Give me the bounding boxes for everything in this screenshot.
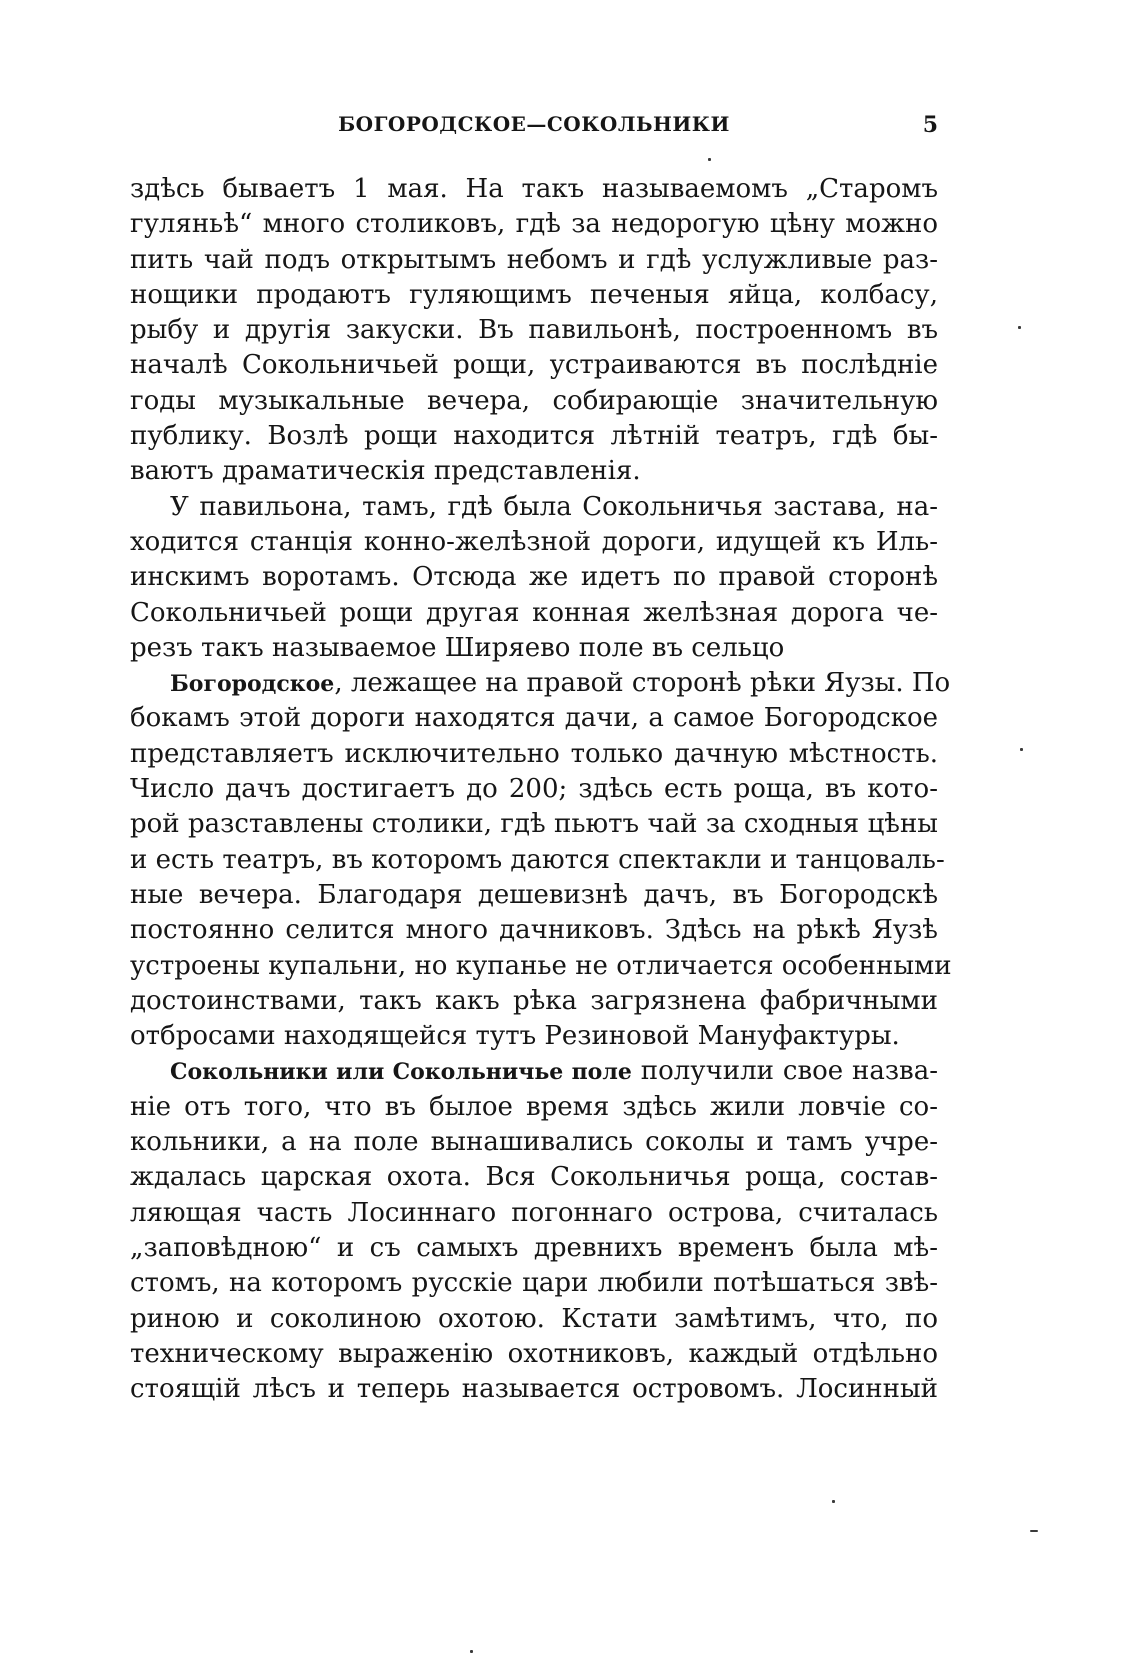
text-line: техническому выраженію охотниковъ, каждый отдѣльно (130, 1338, 938, 1369)
text-line: гуляньѣ“ много столиковъ, гдѣ за недорогую цѣну можно (130, 209, 938, 240)
text-line: ждалась царская охота. Вся Сокольничья роща, состав- (130, 1162, 938, 1193)
text-line: ніе отъ того, что въ былое время здѣсь жили ловчіе со- (130, 1091, 938, 1122)
scan-speck (1020, 748, 1023, 751)
text-line: инскимъ воротамъ. Отсюда же идетъ по правой сторонѣ (130, 562, 938, 593)
text-line: постоянно селится много дачниковъ. Здѣсь на рѣкѣ Яузѣ (130, 915, 938, 946)
text-line: „заповѣдною“ и съ самыхъ древнихъ временъ была мѣ- (130, 1232, 938, 1263)
scan-speck (832, 1500, 835, 1503)
text-line: пить чай подъ открытымъ небомъ и гдѣ услужливые раз- (130, 244, 938, 275)
text-line: рыбу и другія закуски. Въ павильонѣ, построенномъ въ (130, 315, 938, 346)
text-line: ные вечера. Благодаря дешевизнѣ дачъ, въ Богородскѣ (130, 879, 938, 910)
text-line: Сокольничьей рощи другая конная желѣзная дорога че- (130, 597, 938, 628)
text-line: отбросами находящейся тутъ Резиновой Мануфактуры. (130, 1021, 900, 1052)
text-line: стоящій лѣсъ и теперь называется островомъ. Лосинный (130, 1374, 938, 1405)
text-line: Число дачъ достигаетъ до 200; здѣсь есть роща, въ кото- (130, 774, 938, 805)
text-line (130, 666, 951, 701)
paragraph-2 (130, 490, 938, 666)
text-line: бокамъ этой дороги находятся дачи, а самое Богородское (130, 703, 938, 734)
text-line: У павильона, тамъ, гдѣ была Сокольничья застава, на- (170, 491, 938, 522)
paragraph-lead-bogorodskoe: Богородское (170, 671, 335, 698)
paragraph-1 (130, 172, 938, 490)
text-body (130, 172, 952, 1407)
text-line: достоинствами, такъ какъ рѣка загрязнена фабричными (130, 985, 938, 1016)
text-line: ляющая часть Лосиннаго погоннаго острова, считалась (130, 1197, 938, 1228)
page-number: 5 (922, 112, 938, 138)
paragraph-3 (130, 666, 952, 1054)
text-line: риною и соколиною охотою. Кстати замѣтимъ, что, по (130, 1303, 938, 1334)
running-title: БОГОРОДСКОЕ—СОКОЛЬНИКИ (338, 112, 730, 136)
paragraph-lead-sokolniki: Сокольники или Сокольничье поле (170, 1059, 632, 1086)
scan-speck (470, 1650, 473, 1653)
text-line: и есть театръ, въ которомъ даются спектакли и танцоваль- (130, 844, 945, 875)
scan-speck (708, 158, 711, 161)
scan-speck (1018, 326, 1021, 329)
text-line: годы музыкальные вечера, собирающіе значительную (130, 385, 938, 416)
text-line: резъ такъ называемое Ширяево поле въ сельцо (130, 632, 785, 663)
text-line: нощики продаютъ гуляющимъ печеныя яйца, колбасу, (130, 279, 938, 310)
running-head (130, 112, 938, 142)
scan-speck (1030, 1530, 1038, 1532)
text-line: стомъ, на которомъ русскіе цари любили потѣшаться звѣ- (130, 1268, 938, 1299)
text-line: публику. Возлѣ рощи находится лѣтній театръ, гдѣ бы- (130, 421, 938, 452)
text-line: началѣ Сокольничьей рощи, устраиваются въ послѣдніе (130, 350, 938, 381)
line-rest: , лежащее на правой сторонѣ рѣки Яузы. По (334, 668, 951, 699)
text-line (130, 1054, 938, 1089)
text-line: ваютъ драматическія представленія. (130, 456, 641, 487)
text-line: ходится станція конно-желѣзной дороги, идущей къ Иль- (130, 526, 938, 557)
text-line: здѣсь бываетъ 1 мая. На такъ называемомъ „Старомъ (130, 174, 938, 204)
text-line: представляетъ исключительно только дачную мѣстность. (130, 738, 938, 769)
text-line: рой разставлены столики, гдѣ пьютъ чай за сходныя цѣны (130, 809, 938, 840)
text-line: устроены купальни, но купанье не отличается особенными (130, 950, 952, 981)
text-line: кольники, а на поле вынашивались соколы и тамъ учре- (130, 1127, 938, 1158)
line-rest: получили свое назва- (631, 1056, 938, 1087)
paragraph-4 (130, 1054, 938, 1407)
